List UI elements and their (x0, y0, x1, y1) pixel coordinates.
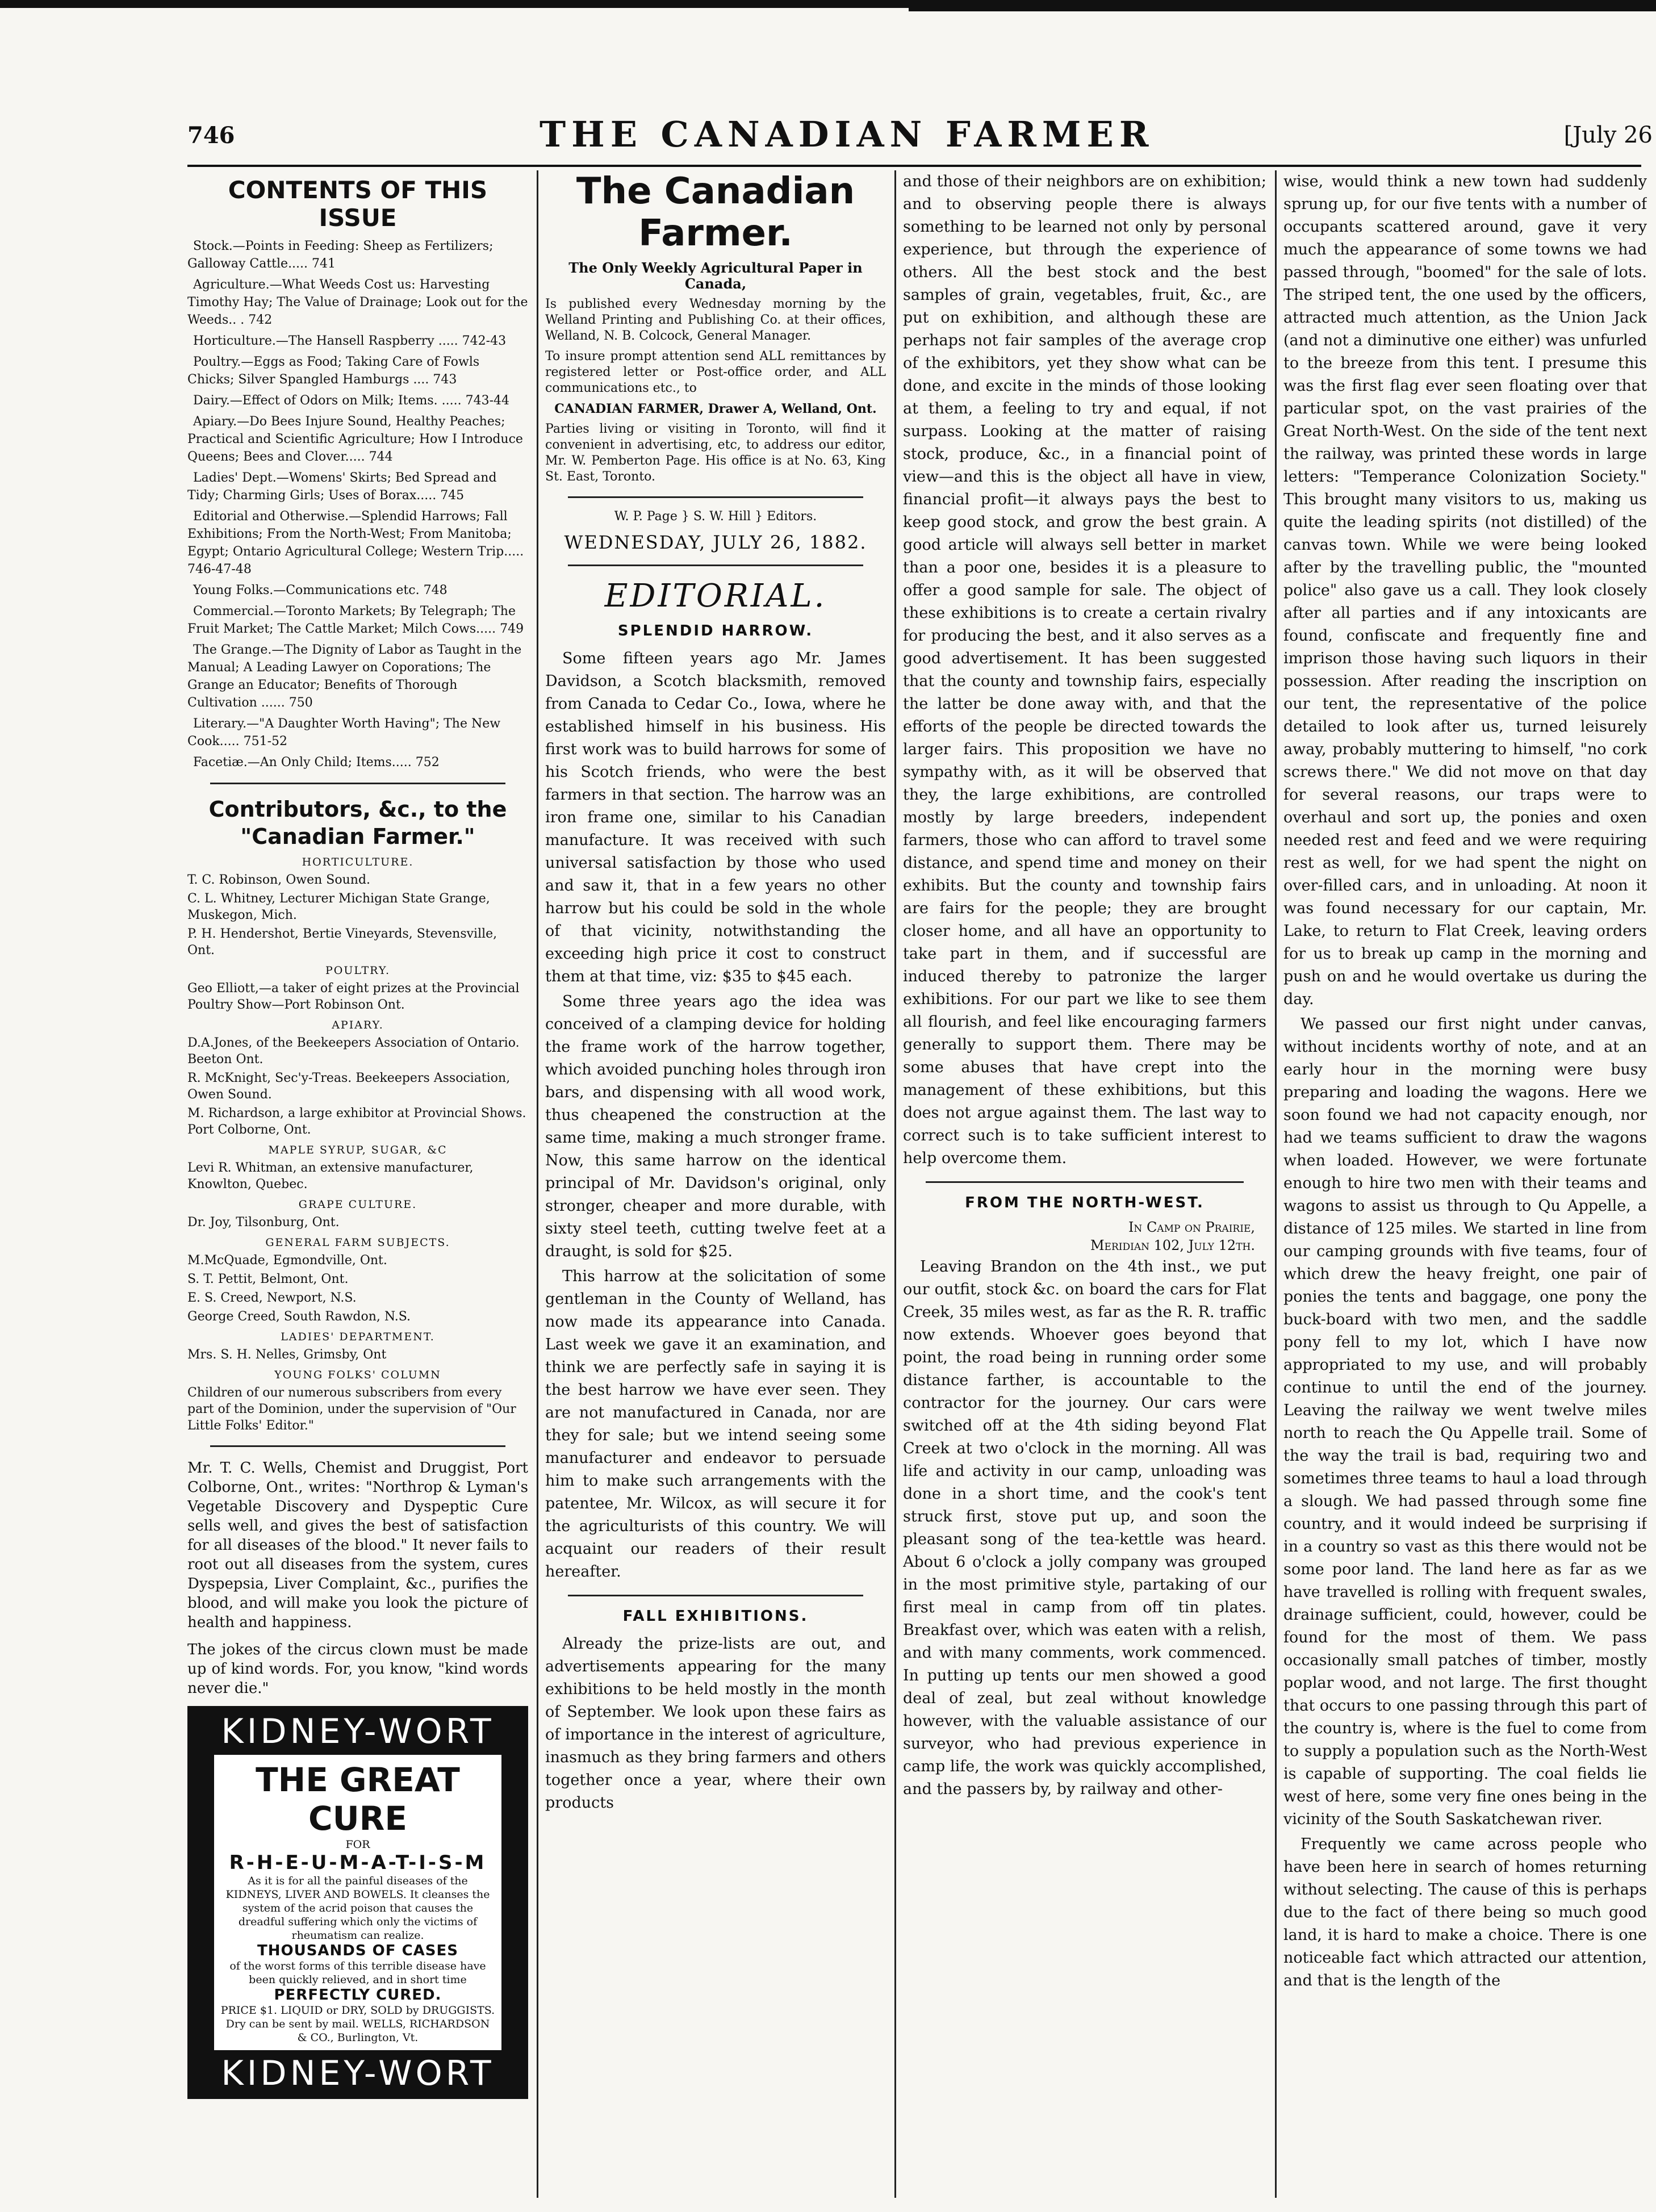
contrib-entry: C. L. Whitney, Lecturer Michigan State Grange, Muskegon, Mich. (187, 892, 490, 922)
contrib-entry: E. S. Creed, Newport, N.S. (187, 1291, 357, 1305)
kidney-cured: PERFECTLY CURED. (274, 1987, 442, 2004)
fall-article (545, 1633, 886, 1814)
contents-item: Facetiæ.—An Only Child; Items..... 752 (193, 755, 440, 770)
jokes-text: The jokes of the circus clown must be made up of kind words. For, you know, "kind words never die." (187, 1641, 528, 1697)
kidney-price: PRICE $1. LIQUID or DRY, SOLD by DRUGGISTS. Dry can be sent by mail. WELLS, RICHARDSON & CO., Burlington, Vt. (220, 2004, 495, 2044)
issue-date: WEDNESDAY, JULY 26, 1882. (564, 532, 867, 553)
contrib-heading: POULTRY. (325, 964, 390, 977)
paper-title: The Canadian Farmer. (576, 170, 855, 254)
publication-info (545, 296, 886, 485)
paragraph: We passed our first night under canvas, without incidents worthy of note, and at an early hour in the morning were busy preparing and loading the wagons. Here we soon found we had not capacity enough, nor had we teams sufficient to draw the wagons when loaded. However, we were fortunate enough to hire two men with their teams and wagons to assist us through to Qu Appelle, a distance of 125 miles. We started in line from our camping grounds with five teams, four of which drew the heavy freight, one pair of ponies the tents and baggage, one pony the buck-board with two men, and the saddle pony fell to my lot, which I have now appropriated to my use, and will probably continue to until the end of the journey. Leaving the railway we went twelve miles north to reach the Qu Appelle trail. Some of the way the trail is bad, requiring two and sometimes three teams to haul a load through a slough. We had passed through some fine country, and it would indeed be surprising if in a country so vast as this there would not be some poor land. The land here as far as we have travelled is rolling with frequent swales, drainage sufficient, could, however, could be found for the most of them. We pass occasionally small patches of timber, mostly poplar wood, and not large. The first thought that occurs to one passing through this part of the country is, where is the fuel to come from to supply a population such as the North-West is capable of supporting. The coal fields lie west of here, some very fine ones being in the vicinity of the South Saskatchewan river. (1283, 1015, 1647, 1828)
contents-item: Dairy.—Effect of Odors on Milk; Items. ..... 743-44 (193, 394, 510, 408)
kidney-top-banner: KIDNEY-WORT (221, 1712, 495, 1751)
contributors-list (187, 856, 528, 1434)
kidney-cases: THOUSANDS OF CASES (257, 1942, 458, 1959)
paragraph: wise, would think a new town had suddenly sprung up, for our five tents with a number of occupants scattered around, gave it very much the appearance of some towns we had passed through, "boomed" for the sale of lots. The striped tent, the one used by the officers, attracted much attention, as the Union Jack (and not a diminutive one either) was unfurled to the breeze from this tent. I presume this was the first flag ever seen floating over that particular spot, on the vast prairies of the Great North-West. On the side of the tent next the railway, was printed these words in large letters: "Temperance Colonization Society." This brought many visitors to us, making us quite the leading spirits (not distilled) of the canvas town. While we were being looked after by the travelling public, the "mounted police" also gave us a call. They look closely after all parties and if any intoxicants are found, confiscate and frequently fine and imprison those having such liquors in their possession. After reading the inscription on our tent, the representative of the police detailed to look after us, turned leisurely away, probably muttering to himself, "no cork screws there." We did not move on that day for several reasons, our traps were to overhaul and sort up, the ponies and oxen needed rest and feed and we were requiring rest as well, for we had spent the night on over-filled cars, and in unloading. At noon it was found necessary for our captain, Mr. Lake, to return to Flat Creek, leaving orders for us to break up camp in the morning and push on and he would overtake us during the day. (1283, 173, 1647, 1008)
divider (568, 496, 863, 498)
header-date: [July 26 (1563, 122, 1653, 148)
paragraph: Frequently we came across people who have been here in search of homes returning without selecting. The cause of this is perhaps due to the fact of there being so much good land, it is hard to make a choice. There is one noticeable fact which attracted our attention, and that is the length of the (1283, 1835, 1647, 1989)
paragraph: Some three years ago the idea was conceived of a clamping device for holding the frame work of the harrow together, which avoided punching holes through iron bars, and dispensing with all wood work, thus cheapened the construction at the same time, making a much stronger frame. Now, this same harrow on the identical principal of Mr. Davidson's original, only stronger, cheaper and more durable, with sixty steel teeth, cutting twelve feet at a draught, is sold for $25. (545, 993, 886, 1260)
contrib-heading: GENERAL FARM SUBJECTS. (265, 1236, 450, 1249)
contrib-entry: S. T. Pettit, Belmont, Ont. (187, 1272, 349, 1286)
wells-notice (187, 1458, 528, 1698)
contrib-entry: Children of our numerous subscribers from every part of the Dominion, under the supervision of "Our Little Folks' Editor." (187, 1386, 516, 1433)
contents-item: Agriculture.—What Weeds Cost us: Harvesting Timothy Hay; The Value of Drainage; Look out for the Weeds.. . 742 (187, 278, 528, 327)
contrib-heading: MAPLE SYRUP, SUGAR, &C (268, 1144, 448, 1156)
contrib-entry: M. Richardson, a large exhibitor at Provincial Shows. Port Colborne, Ont. (187, 1106, 526, 1137)
contrib-entry: Mrs. S. H. Nelles, Grimsby, Ont (187, 1348, 387, 1362)
contents-item: The Grange.—The Dignity of Labor as Taught in the Manual; A Leading Lawyer on Coporations; The Grange an Educator; Benefits of Thorough Cultivation ...... 750 (187, 643, 522, 710)
kidney-for: FOR (345, 1838, 370, 1851)
contrib-entry: D.A.Jones, of the Beekeepers Association of Ontario. Beeton Ont. (187, 1036, 520, 1067)
contents-list (187, 237, 528, 771)
contrib-entry: M.McQuade, Egmondville, Ont. (187, 1253, 387, 1268)
dateline: In Camp on Prairie, (1128, 1219, 1255, 1235)
page-header (187, 114, 1653, 159)
contents-item: Literary.—"A Daughter Worth Having"; The New Cook..... 751-52 (187, 717, 501, 749)
kidney-disease: R-H-E-U-M-A-T-I-S-M (229, 1851, 487, 1874)
editorial-heading: EDITORIAL. (604, 578, 827, 614)
pub-text: To insure prompt attention send ALL remittances by registered letter or Post-office order, and ALL communications etc., to (545, 349, 886, 395)
pub-address: CANADIAN FARMER, Drawer A, Welland, Ont. (554, 402, 877, 416)
kidney-wort-ad (187, 1706, 528, 2099)
pub-text: Parties living or visiting in Toronto, will find it convenient in advertising, etc, to address our editor, Mr. W. Pemberton Page. His office is at No. 63, King St. East, Toronto. (545, 422, 886, 484)
paragraph: Some fifteen years ago Mr. James Davidson, a Scotch blacksmith, removed from Canada to Cedar Co., Iowa, where he established himself in his business. His first work was to build harrows for some of his Scotch friends, who were the best farmers in that section. The harrow was an iron frame one, similar to his Canadian manufacture. It was received with such universal satisfaction by those who used and saw it, that in a few years no other harrow but his could be sold in the whole of that vicinity, notwithstanding the exceeding high price it cost to construct them at that time, viz: $35 to $45 each. (545, 650, 886, 985)
contrib-heading: GRAPE CULTURE. (298, 1198, 417, 1211)
article-title: FALL EXHIBITIONS. (622, 1608, 809, 1625)
paragraph: and those of their neighbors are on exhibition; and to observing people there is always something to be learned not only by personal experience, but through the experience of others. All the best stock and the best samples of grain, vegetables, fruit, &c., are put on exhibition, and although these are perhaps not fair samples of the average crop of the exhibitors, yet they show what can be done, and excite in the minds of those looking at them, a feeling to try and equal, if not surpass. Looking at the matter of raising stock, produce, &c., in a financial point of view—and this is the object all have in view, financial profit—it always pays the best to keep good stock, and grow the best grain. A good article will always sell better in market than a poor one, besides it is a pleasure to offer a good sample for sale. The object of these exhibitions is to create a certain rivalry for producing the best, and it also serves as a good advertisement. It has been suggested that the county and township fairs, especially the latter be done away with, and that the efforts of the people be directed towards the larger fairs. This proposition we have no sympathy with, as it will be observed that they, the large exhibitions, are controlled mostly by large breeders, independent farmers, those who can afford to travel some distance, and spend time and money on their exhibits. But the county and township fairs are fairs for the people; they are brought closer home, and all have an opportunity to take part in them, and if successful are induced thereby to patronize the larger exhibitions. For our part we like to see them all flourish, and feel like encouraging farmers generally to support them. There may be some abuses that have crept into the management of these exhibitions, but this does not argue against them. The last way to correct such is to take sufficient interest to help overcome them. (903, 173, 1266, 1167)
contrib-heading: YOUNG FOLKS' COLUMN (274, 1369, 441, 1381)
divider (210, 1445, 505, 1447)
column-rule (1275, 170, 1277, 2198)
contrib-entry: T. C. Robinson, Owen Sound. (187, 873, 371, 887)
kidney-body (212, 1755, 503, 2050)
page-number: 746 (187, 122, 235, 149)
paragraph: This harrow at the solicitation of some gentleman in the County of Welland, has now made its appearance into Canada. Last week we gave it an examination, and think we are perfectly safe in saying it is the best harrow we have ever seen. They are not manufactured in Canada, nor are they for sale; but we intend seeing some manufacturer and endeavor to persuade him to make such arrangements with the patentee, Mr. Wilcox, as will secure it for the agriculturists of this country. We will acquaint our readers of their result hereafter. (545, 1268, 886, 1580)
divider (210, 783, 505, 784)
contents-item: Poultry.—Eggs as Food; Taking Care of Fowls Chicks; Silver Spangled Hamburgs .... 743 (187, 355, 480, 387)
divider (926, 1181, 1244, 1183)
kidney-text: As it is for all the painful diseases of the KIDNEYS, LIVER AND BOWELS. It cleanses the system of the acrid poison that causes the dreadful suffering which only the victims of rheumatism can realize. (225, 1875, 490, 1942)
contrib-entry: George Creed, South Rawdon, N.S. (187, 1310, 411, 1324)
contents-item: Young Folks.—Communications etc. 748 (193, 583, 448, 597)
contents-item: Stock.—Points in Feeding: Sheep as Fertilizers; Galloway Cattle..... 741 (187, 239, 494, 271)
column-3 (903, 170, 1266, 2203)
column-4 (1283, 170, 1647, 2203)
contents-item: Commercial.—Toronto Markets; By Telegraph; The Fruit Market; The Cattle Market; Milch Cows..... 749 (187, 604, 524, 636)
divider (568, 1595, 863, 1596)
contributors-title: Contributors, &c., to the "Canadian Farmer." (208, 797, 507, 849)
paragraph: Already the prize-lists are out, and advertisements appearing for the many exhibitions to be held mostly in the month of September. We look upon these fairs as of importance in the interest of agriculture, inasmuch as they bring farmers and others together once a year, where their own products (545, 1635, 886, 1812)
kidney-bottom-banner: KIDNEY-WORT (221, 2054, 495, 2093)
contents-item: Horticulture.—The Hansell Raspberry ..... 742-43 (193, 334, 507, 348)
article-title: FROM THE NORTH-WEST. (965, 1194, 1205, 1211)
column-2 (545, 170, 886, 2203)
wells-text: Mr. T. C. Wells, Chemist and Druggist, Port Colborne, Ont., writes: "Northrop & Lyman's Vegetable Discovery and Dyspeptic Cure sells well, and gives the best of satisfaction for all diseases of the blood." It never fails to root out all diseases from the system, cures Dyspepsia, Liver Complaint, &c., purifies the blood, and will make you look the picture of health and happiness. (187, 1460, 528, 1631)
contents-item: Apiary.—Do Bees Injure Sound, Healthy Peaches; Practical and Scientific Agriculture; How I Introduce Queens; Bees and Clover..... 744 (187, 415, 523, 464)
contents-item: Ladies' Dept.—Womens' Skirts; Bed Spread and Tidy; Charming Girls; Uses of Borax..... 745 (187, 471, 497, 503)
contrib-entry: Levi R. Whitman, an extensive manufacturer, Knowlton, Quebec. (187, 1161, 474, 1191)
pub-text: Is published every Wednesday morning by the Welland Printing and Publishing Co. at their offices, Welland, N. B. Colcock, General Manager. (545, 297, 886, 343)
paragraph: Leaving Brandon on the 4th inst., we put our outfit, stock &c. on board the cars for Flat Creek, 35 miles west, as far as the R. R. traffic now extends. Whoever goes beyond that point, the road being in running order some distance farther, is accountable to the contractor for the journey. Our cars were switched off at the 4th siding beyond Flat Creek at two o'clock in the morning. All was life and activity in our camp, unloading was done in a short time, and the cook's tent struck first, stove put up, and soon the pleasant song of the tea-kettle was heard. About 6 o'clock a jolly company was grouped in the most primitive style, partaking of our first meal in camp from off tin plates. Breakfast over, which was eaten with a relish, and with many comments, work commenced. In putting up tents our men showed a good deal of zeal, but zeal without knowledge however, with the valuable assistance of our surveyor, who had previous experience in camp life, the work was quickly accomplished, and the passers by, by railway and other- (903, 1258, 1266, 1798)
contrib-entry: R. McKnight, Sec'y-Treas. Beekeepers Association, Owen Sound. (187, 1071, 511, 1102)
northwest-article-cont (1283, 170, 1647, 1992)
top-border-thick (909, 6, 1656, 11)
column-rule (894, 170, 896, 2198)
harrow-article (545, 647, 886, 1583)
article-title: SPLENDID HARROW. (617, 622, 814, 639)
contrib-heading: HORTICULTURE. (302, 856, 414, 868)
kidney-text2: of the worst forms of this terrible disease have been quickly relieved, and in short time (229, 1960, 486, 1986)
dateline: Meridian 102, July 12th. (1090, 1237, 1255, 1253)
northwest-article (903, 1256, 1266, 1801)
contrib-entry: Dr. Joy, Tilsonburg, Ont. (187, 1215, 340, 1230)
column-rule (537, 170, 538, 2198)
kidney-cure: THE GREAT CURE (256, 1761, 460, 1838)
contents-item: Editorial and Otherwise.—Splendid Harrows; Fall Exhibitions; From the North-West; From Manitoba; Egypt; Ontario Agricultural College; Western Trip..... 746-47-48 (187, 509, 524, 576)
column-1 (187, 170, 528, 2203)
editors: W. P. Page } S. W. Hill } Editors. (614, 509, 817, 524)
contrib-heading: LADIES' DEPARTMENT. (281, 1331, 435, 1343)
contrib-entry: Geo Elliott,—a taker of eight prizes at the Provincial Poultry Show—Port Robinson Ont. (187, 981, 520, 1012)
divider (568, 565, 863, 566)
header-rule (187, 165, 1641, 167)
contrib-entry: P. H. Hendershot, Bertie Vineyards, Stevensville, Ont. (187, 927, 497, 957)
fall-article-cont (903, 170, 1266, 1170)
masthead: THE CANADIAN FARMER (540, 114, 1155, 155)
paper-subtitle: The Only Weekly Agricultural Paper in Canada, (568, 260, 863, 292)
contents-title: CONTENTS OF THIS ISSUE (228, 176, 488, 232)
contrib-heading: APIARY. (332, 1019, 384, 1031)
